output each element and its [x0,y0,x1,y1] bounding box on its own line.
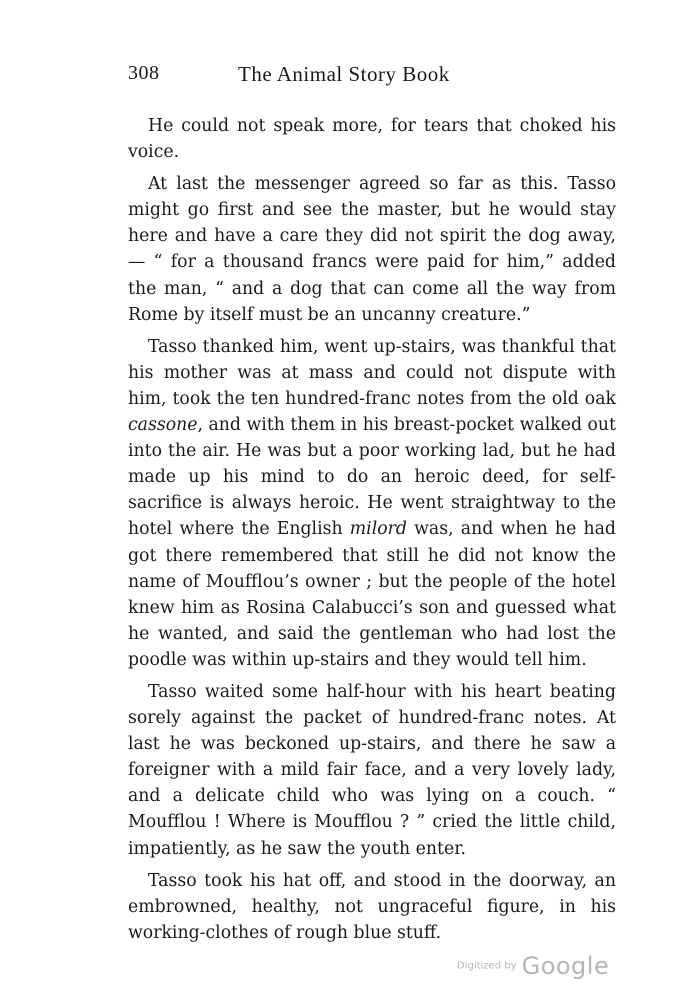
paragraph [128,679,616,862]
text-run: Tasso waited some half-hour with his heart beating sorely against the packet of hundred-franc notes. At last he was beckoned up-stairs, and there he saw a foreigner with a mild fair face, and a very lovely lady, and a delicate child who was lying on a couch. “ Moufflou ! Where is Moufflou ? ” cried the little child, impatiently, as he saw the youth enter. [128,681,616,859]
text-run: Tasso took his hat off, and stood in the doorway, an embrowned, healthy, not ungraceful figure, in his working-clothes of rough blue stuff. [128,870,616,943]
text-run: Tasso thanked him, went up-stairs, was thankful that his mother was at mass and could not dispute with him, took the ten hundred-franc notes from the old oak [128,336,616,409]
page-header [128,62,618,92]
paragraph [128,868,616,946]
italic-term: cassone [128,415,198,436]
watermark-prefix: Digitized by [457,960,517,972]
text-run: He could not speak more, for tears that choked his voice. [128,116,616,163]
text-run: was, and when he had got there remembered that still he did not know the name of Moufflou’s owner ; but the people of the hotel knew him as Rosina Calabucci’s son and guessed what he wanted, and said the gentleman who had lost the poodle was within up-stairs and they would tell him. [128,519,616,670]
running-head: The Animal Story Book [238,62,450,86]
paragraph [128,113,616,165]
paragraph [128,171,616,328]
google-logo: Google [521,952,610,980]
italic-term: milord [349,519,407,540]
digitized-watermark [457,952,609,982]
text-run: At last the messenger agreed so far as this. Tasso might go first and see the master, but he would stay here and have a care they did not spirit the dog away, — “ for a thousand francs were paid for him,” added the man, “ and a dog that can come all the way from Rome by itself must be an uncanny creature.” [128,174,616,325]
page-number: 308 [128,62,160,84]
body-text [128,113,616,952]
paragraph [128,334,616,673]
text-run: , and with them in his breast-pocket walked out into the air. He was but a poor working lad, but he had made up his mind to do an heroic deed, for self-sacrifice is always heroic. He went straightway to the hotel where the English [128,415,616,540]
